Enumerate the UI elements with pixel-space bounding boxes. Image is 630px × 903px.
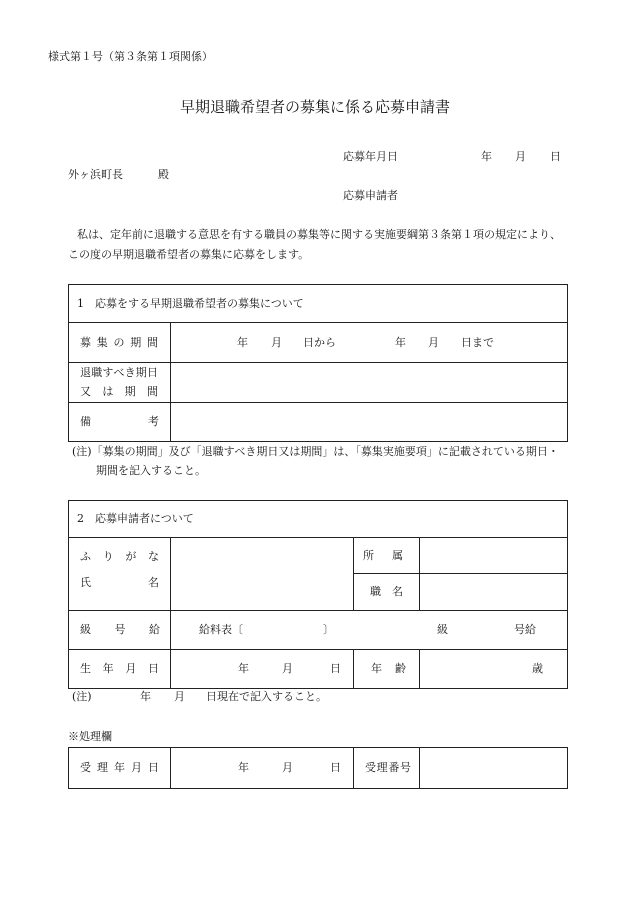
period-label-cell	[69, 323, 171, 362]
recruitment-table	[68, 284, 568, 442]
name-row	[69, 537, 567, 610]
remarks-label-cell	[69, 403, 216, 441]
birth-year: 年	[238, 662, 249, 675]
retirement-label-cell	[69, 363, 171, 402]
application-date-day: 日	[550, 150, 561, 163]
name-label: 氏名	[80, 576, 216, 589]
receipt-date-label-cell	[69, 748, 171, 788]
receipt-date-value-cell	[171, 748, 354, 788]
age-label: 年齢	[371, 662, 419, 675]
addressee: 外ヶ浜町長	[68, 168, 123, 181]
affiliation-label-cell	[354, 538, 420, 574]
affiliation-value-cell	[420, 538, 567, 574]
birthdate-value-cell	[171, 650, 354, 688]
applicant-header-row	[69, 501, 567, 537]
pay-table-open: 給料表〔	[199, 623, 243, 636]
section2-note-year: 年	[140, 690, 151, 703]
statement-line-2: この度の早期退職希望者の募集に応募をします。	[68, 248, 310, 261]
processing-table	[68, 747, 568, 789]
pay-table-close: 〕	[323, 623, 334, 636]
step-unit: 号給	[514, 623, 536, 636]
period-value-cell	[171, 323, 567, 362]
section1-heading: 1 応募をする早期退職希望者の募集について	[77, 296, 304, 310]
form-number: 様式第１号（第３条第１項関係）	[48, 50, 213, 63]
age-label-cell	[354, 650, 420, 688]
grade-value-cell	[171, 611, 567, 649]
receipt-year: 年	[238, 761, 249, 774]
recruitment-header-row	[69, 285, 567, 322]
grade-unit: 級	[437, 623, 448, 636]
application-date-year: 年	[481, 150, 492, 163]
name-value-cell	[171, 538, 354, 610]
affiliation-label: 所属	[363, 548, 421, 562]
remarks-value-cell	[171, 403, 567, 441]
retirement-label-line-1: 退職すべき期日	[80, 366, 159, 379]
period-end-month: 月	[428, 335, 439, 349]
application-date-month: 月	[515, 150, 526, 163]
birthdate-label-cell	[69, 650, 171, 688]
position-value-cell	[420, 574, 567, 610]
receipt-number-value-cell	[420, 748, 567, 788]
furigana-label: ふりがな	[80, 550, 171, 563]
position-label: 職名	[370, 585, 414, 598]
birth-day: 日	[330, 662, 341, 675]
remarks-label: 備考	[80, 415, 216, 428]
receipt-day: 日	[330, 761, 341, 774]
retirement-value-cell	[171, 363, 567, 402]
statement-line-1: 私は、定年前に退職する意思を有する職員の募集等に関する実施要綱第３条第１項の規定により、	[77, 228, 561, 241]
remarks-row	[69, 402, 567, 441]
grade-label-cell	[69, 611, 184, 649]
age-unit: 歳	[532, 662, 543, 675]
section2-note-prefix: (注)	[72, 690, 92, 703]
period-start-year: 年	[237, 335, 248, 349]
grade-row	[69, 610, 567, 649]
period-label: 募集の期間	[80, 335, 164, 349]
period-end-year: 年	[395, 335, 406, 349]
position-label-cell	[354, 574, 420, 610]
section2-note-month: 月	[174, 690, 185, 703]
receipt-number-label-cell	[354, 748, 420, 788]
section1-note-line-1: (注)「募集の期間」及び「退職すべき期日又は期間」は、「募集実施要項」に記載されている期日・	[72, 445, 559, 458]
section1-note-line-2: 期間を記入すること。	[96, 464, 206, 477]
period-start-month: 月	[271, 335, 282, 349]
period-row	[69, 322, 567, 362]
grade-label: 級号給	[80, 623, 184, 636]
receipt-month: 月	[282, 761, 293, 774]
applicant-table	[68, 500, 568, 689]
receipt-number-label: 受理番号	[365, 761, 412, 774]
retirement-label-line-2: 又は期間	[80, 385, 170, 398]
form-title: 早期退職希望者の募集に係る応募申請書	[179, 98, 450, 116]
birthdate-label: 生年月日	[80, 662, 171, 675]
section2-note-suffix: 日現在で記入すること。	[206, 690, 327, 703]
age-value-cell	[420, 650, 567, 688]
period-end-day: 日まで	[461, 335, 494, 349]
birth-month: 月	[282, 662, 293, 675]
birthdate-row	[69, 649, 567, 688]
name-label-cell	[69, 538, 216, 610]
receipt-row	[69, 748, 567, 788]
section2-heading: 2 応募申請者について	[77, 512, 194, 525]
application-date-label: 応募年月日	[343, 150, 398, 163]
retirement-row	[69, 362, 567, 402]
receipt-date-label: 受理年月日	[80, 761, 165, 774]
period-start-day: 日から	[303, 335, 336, 349]
applicant-label: 応募申請者	[343, 189, 398, 202]
addressee-honorific: 殿	[158, 168, 169, 181]
processing-heading: ※処理欄	[68, 730, 112, 743]
